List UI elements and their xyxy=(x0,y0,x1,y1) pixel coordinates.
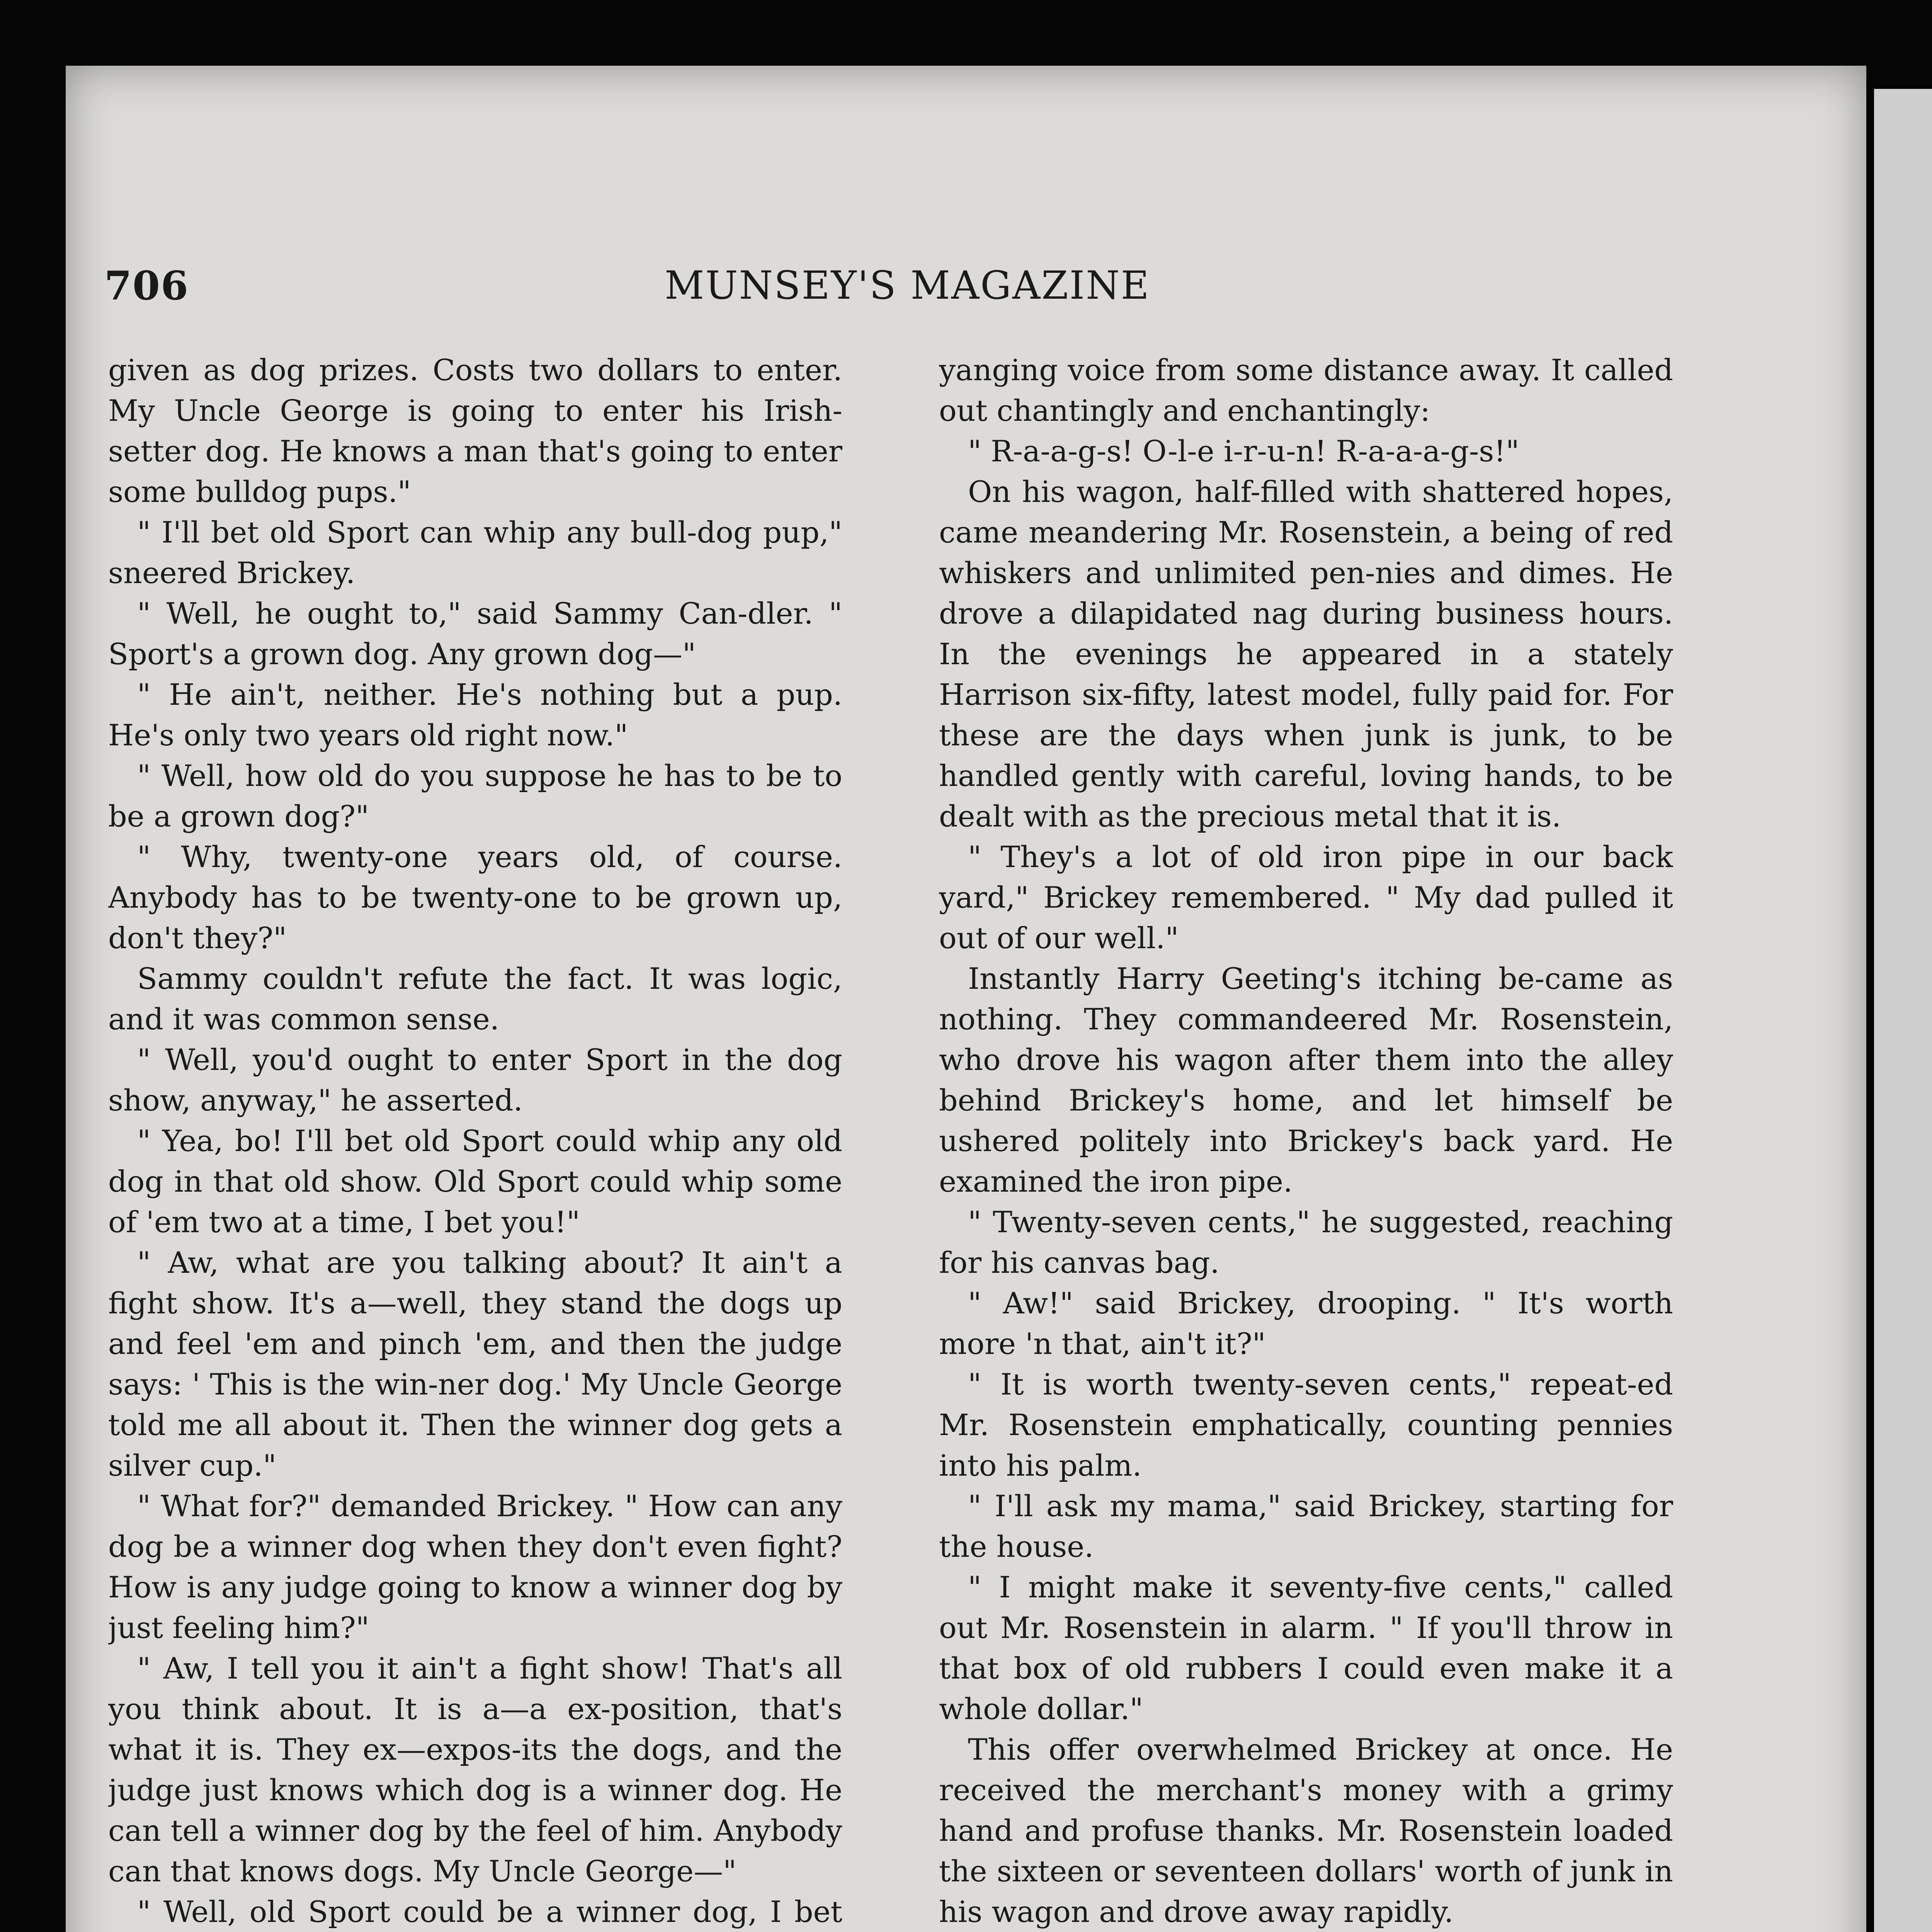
paragraph: Sammy couldn't refute the fact. It was logic, and it was common sense. xyxy=(108,961,842,1036)
paragraph: On his wagon, half-filled with shattered hopes, came meandering Mr. Rosenstein, a being of red whiskers and unlimited pen-nies and dimes. He drove a dilapidated nag during business hours. In the evenings he appeared in a stately Harrison six-fifty, latest model, fully paid for. For these are the days when junk is junk, to be handled gently with careful, loving hands, to be dealt with as the precious metal that it is. xyxy=(939,474,1673,833)
paragraph: " He ain't, neither. He's nothing but a pup. He's only two years old right now." xyxy=(108,677,842,752)
paragraph: " Well, you'd ought to enter Sport in the dog show, anyway," he asserted. xyxy=(108,1043,842,1117)
paragraph: " Well, old Sport could be a winner dog, I bet xyxy=(137,1895,842,1929)
left-text-column xyxy=(108,350,842,1932)
paragraph: " Aw, what are you talking about? It ain't a fight show. It's a—well, they stand the dogs up and feel 'em and pinch 'em, and then the judge says: ' This is the win-ner dog.' My Uncle George told me all about it. Then the winner dog gets a silver cup." xyxy=(108,1245,842,1483)
paragraph: This offer overwhelmed Brickey at once. He received the merchant's money with a grimy hand and profuse thanks. Mr. Rosenstein loaded the sixteen or seventeen dollars' worth of junk in his wagon and drove away rapidly. xyxy=(939,1732,1673,1929)
magazine-title: MUNSEY'S MAGAZINE xyxy=(665,263,1150,308)
paragraph: " Aw, I tell you it ain't a fight show! That's all you think about. It is a—a ex-position, that's what it is. They ex—expos-its the dogs, and the judge just knows which dog is a winner dog. He can tell a winner dog by the feel of him. Anybody can that knows dogs. My Uncle George—" xyxy=(108,1651,842,1888)
paragraph: " What for?" demanded Brickey. " How can any dog be a winner dog when they don't even fight? How is any judge going to know a winner dog by just feeling him?" xyxy=(108,1489,842,1645)
page-number: 706 xyxy=(104,263,189,309)
paragraph: given as dog prizes. Costs two dollars to enter. My Uncle George is going to enter his Irish-setter dog. He knows a man that's going to enter some bulldog pups." xyxy=(108,353,842,509)
paragraph: yanging voice from some distance away. It called out chantingly and enchantingly: xyxy=(939,353,1673,428)
paragraph: " Aw!" said Brickey, drooping. " It's worth more 'n that, ain't it?" xyxy=(939,1286,1673,1361)
paragraph: " Yea, bo! I'll bet old Sport could whip any old dog in that old show. Old Sport could whip some of 'em two at a time, I bet you!" xyxy=(108,1124,842,1239)
paragraph: " R-a-a-g-s! O-l-e i-r-u-n! R-a-a-a-g-s!" xyxy=(968,434,1519,468)
paragraph: " I'll bet old Sport can whip any bull-dog pup," sneered Brickey. xyxy=(108,515,842,590)
paragraph: " Well, he ought to," said Sammy Can-dler. " Sport's a grown dog. Any grown dog—" xyxy=(108,596,842,671)
paragraph: " Well, how old do you suppose he has to be to be a grown dog?" xyxy=(108,759,842,833)
paragraph: " I might make it seventy-five cents," called out Mr. Rosenstein in alarm. " If you'll throw in that box of old rubbers I could even make it a whole dollar." xyxy=(939,1570,1673,1726)
paragraph: " I'll ask my mama," said Brickey, starting for the house. xyxy=(939,1489,1673,1564)
paragraph: Instantly Harry Geeting's itching be-came as nothing. They commandeered Mr. Rosenstein, who drove his wagon after them into the alley behind Brickey's home, and let himself be ushered politely into Brickey's back yard. He examined the iron pipe. xyxy=(939,961,1673,1199)
paragraph: " They's a lot of old iron pipe in our back yard," Brickey remembered. " My dad pulled it out of our well." xyxy=(939,840,1673,955)
paragraph: " It is worth twenty-seven cents," repeat-ed Mr. Rosenstein emphatically, counting pennies into his palm. xyxy=(939,1367,1673,1483)
paragraph: " Why, twenty-one years old, of course. Anybody has to be twenty-one to be grown up, don't they?" xyxy=(108,840,842,955)
adjacent-page-edge xyxy=(1874,89,1932,1932)
right-text-column xyxy=(939,350,1673,1932)
running-head xyxy=(104,263,1719,317)
paragraph: " Twenty-seven cents," he suggested, reaching for his canvas bag. xyxy=(939,1205,1673,1280)
